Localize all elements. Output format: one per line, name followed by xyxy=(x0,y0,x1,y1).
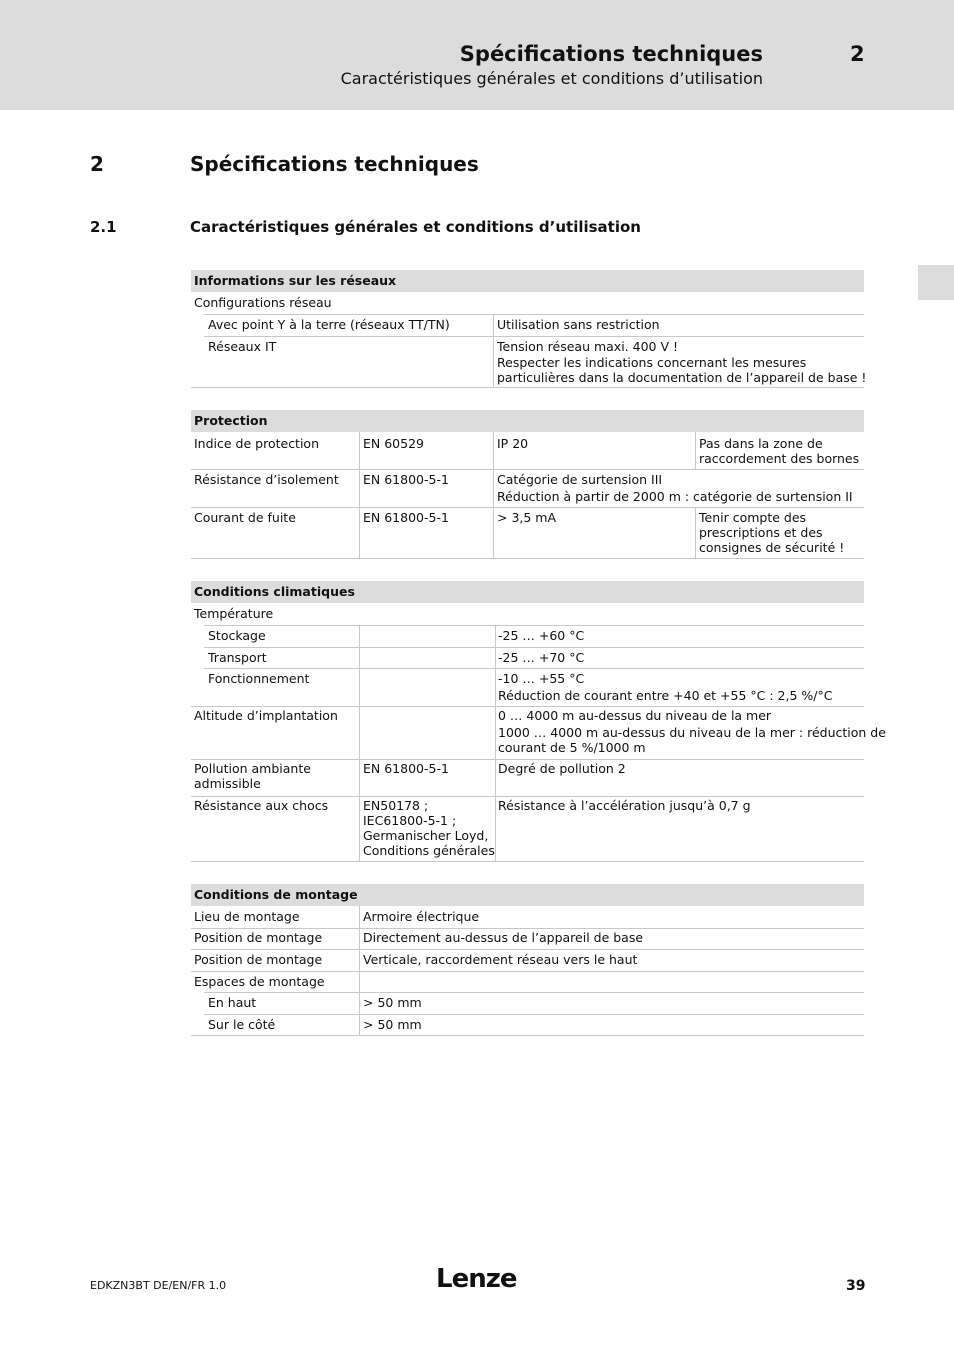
climate-row-standard: Germanischer Loyd, xyxy=(363,828,489,843)
climate-row-standard: EN50178 ; xyxy=(363,798,429,813)
mounting-row-value: Directement au-dessus de l’appareil de base xyxy=(363,930,644,945)
section-title: Spécifications techniques xyxy=(190,152,479,176)
protection-row-note: Tenir compte des xyxy=(699,510,807,525)
mounting-row-value: > 50 mm xyxy=(363,1017,422,1032)
protection-row-standard: EN 61800-5-1 xyxy=(363,472,449,487)
protection-row-label: Résistance d’isolement xyxy=(194,472,339,487)
climate-row-value: Réduction de courant entre +40 et +55 °C : 2,5 %/°C xyxy=(498,688,833,703)
header-title: Spécifications techniques xyxy=(459,42,763,66)
network-row-value: Respecter les indications concernant les mesures xyxy=(497,355,807,370)
mounting-row-value: Armoire électrique xyxy=(363,909,480,924)
climate-row-value: Résistance à l’accélération jusqu’à 0,7 g xyxy=(498,798,751,813)
page-header xyxy=(0,0,954,110)
network-row-value: particulières dans la documentation de l’appareil de base ! xyxy=(497,370,867,385)
mounting-row-value: Verticale, raccordement réseau vers le haut xyxy=(363,952,638,967)
network-row-label: Réseaux IT xyxy=(208,339,277,354)
protection-row-value: Catégorie de surtension III xyxy=(497,472,663,487)
document-reference: EDKZN3BT DE/EN/FR 1.0 xyxy=(90,1279,227,1292)
mounting-row-label: Position de montage xyxy=(194,930,323,945)
header-chapter-number: 2 xyxy=(850,42,865,66)
network-row-label: Avec point Y à la terre (réseaux TT/TN) xyxy=(208,317,450,332)
protection-table-title: Protection xyxy=(191,410,864,432)
climate-row-standard: EN 61800-5-1 xyxy=(363,761,449,776)
protection-row-note: consignes de sécurité ! xyxy=(699,540,845,555)
mounting-table xyxy=(191,884,864,1036)
network-group-label: Configurations réseau xyxy=(194,295,332,310)
climate-table-title: Conditions climatiques xyxy=(191,581,864,603)
lenze-logo: Lenze xyxy=(436,1264,517,1294)
chapter-tab-marker xyxy=(918,265,954,300)
protection-row-value: IP 20 xyxy=(497,436,529,451)
protection-row-note: Pas dans la zone de xyxy=(699,436,823,451)
protection-row-value: Réduction à partir de 2000 m : catégorie de surtension II xyxy=(497,489,853,504)
climate-table xyxy=(191,581,886,863)
section-number: 2 xyxy=(90,152,104,176)
mounting-table-title: Conditions de montage xyxy=(191,884,864,906)
mounting-row-label: En haut xyxy=(208,995,257,1010)
header-subtitle: Caractéristiques générales et conditions d’utilisation xyxy=(340,69,763,88)
network-row-value: Tension réseau maxi. 400 V ! xyxy=(497,339,678,354)
protection-row-value: > 3,5 mA xyxy=(497,510,557,525)
climate-row-value: -10 … +55 °C xyxy=(498,671,585,686)
climate-row-standard: Conditions générales xyxy=(363,843,495,858)
protection-row-note: raccordement des bornes xyxy=(699,451,860,466)
network-table-title: Informations sur les réseaux xyxy=(191,270,864,292)
climate-row-label: Stockage xyxy=(208,628,266,643)
network-row-value: Utilisation sans restriction xyxy=(497,317,660,332)
climate-row-value: 0 … 4000 m au-dessus du niveau de la mer xyxy=(498,708,772,723)
climate-row-value: courant de 5 %/1000 m xyxy=(498,740,646,755)
subsection-title: Caractéristiques générales et conditions d’utilisation xyxy=(190,218,641,236)
protection-row-label: Indice de protection xyxy=(194,436,320,451)
climate-group-label: Température xyxy=(194,606,274,621)
protection-row-note: prescriptions et des xyxy=(699,525,823,540)
climate-row-label: Fonctionnement xyxy=(208,671,310,686)
climate-row-value: Degré de pollution 2 xyxy=(498,761,626,776)
mounting-row-value: > 50 mm xyxy=(363,995,422,1010)
mounting-row-label: Espaces de montage xyxy=(194,974,325,989)
climate-row-label: Pollution ambiante xyxy=(194,761,311,776)
mounting-row-label: Position de montage xyxy=(194,952,323,967)
subsection-number: 2.1 xyxy=(90,218,117,236)
climate-row-value: -25 … +70 °C xyxy=(498,650,585,665)
protection-row-label: Courant de fuite xyxy=(194,510,296,525)
climate-row-label: Altitude d’implantation xyxy=(194,708,338,723)
protection-row-standard: EN 61800-5-1 xyxy=(363,510,449,525)
climate-row-standard: IEC61800-5-1 ; xyxy=(363,813,457,828)
protection-row-standard: EN 60529 xyxy=(363,436,424,451)
climate-row-value: -25 … +60 °C xyxy=(498,628,585,643)
protection-table xyxy=(191,410,864,560)
network-table xyxy=(191,270,867,390)
climate-row-label: Résistance aux chocs xyxy=(194,798,329,813)
mounting-row-label: Lieu de montage xyxy=(194,909,300,924)
climate-row-label: Transport xyxy=(208,650,267,665)
climate-row-label: admissible xyxy=(194,776,261,791)
mounting-row-label: Sur le côté xyxy=(208,1017,276,1032)
page-number: 39 xyxy=(846,1278,866,1294)
climate-row-value: 1000 … 4000 m au-dessus du niveau de la mer : réduction de xyxy=(498,725,886,740)
